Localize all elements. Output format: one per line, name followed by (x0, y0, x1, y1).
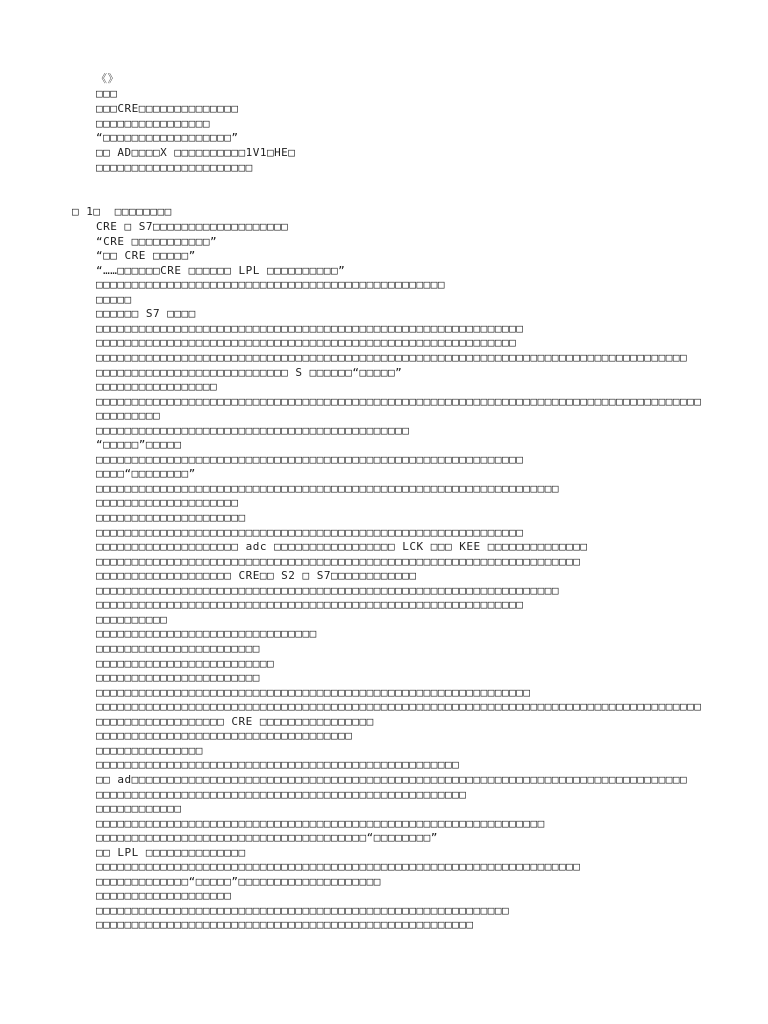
header-line: □□□□□□□□□□□□□□□□ (96, 117, 210, 130)
paragraph-line: □□□□□□□□□□□□□□□□□□□□□ (96, 511, 246, 524)
paragraph-line: □□□□□□□□□□□□□□□□□□□ CRE□□ S2 □ S7□□□□□□□□□□□□ (96, 569, 417, 583)
paragraph-line: □□ LPL □□□□□□□□□□□□□□ (96, 845, 246, 859)
paragraph-line: □□□□□□□□□□□□□□□□□□□□□□□□□□□□□□□□□□□□□□□□□□□□□□□□□□□ (96, 758, 460, 772)
paragraph-line: □□□□□□□□□□□□□□□□□□□□□□□□□□□□□□□□□□□□□□□□□□□□□□□□□□□□□□□□□□□□□□□ (96, 816, 545, 830)
paragraph-line: □□ ad□□□□□□□□□□□□□□□□□□□□□□□□□□□□□□□□□□□□□□□□□□□□□□□□□□□□□□□□□□□□□□□□□□□□□□□□□□□□□□ (96, 772, 688, 786)
paragraph-line: □□□□□□□□□□□□□□□□□□□□□□□□□□□□□□□□□□□□□□□□□□□□□□□□□ (96, 278, 446, 292)
paragraph-line: □□□□□□□□□□□□□□□□□□ CRE □□□□□□□□□□□□□□□□ (96, 714, 374, 728)
paragraph-line: □□□□□□□□□□□□□□□□□□□□□□□□□□□□□□□□□□□□□□□□□□□□□□□□□□□□□□□□□□□□ (96, 452, 524, 466)
paragraph-line: □□□□□□□□□□□□□□□□□□□□□□□□□□□□□□□□□□□□□□□□□□□□□□□□□□□□□□□□□□□□□□□□□□□□□□□□□□□□□□□□□□□□□ (96, 394, 702, 408)
paragraph-line: □□□□□□□□□□□□□□□□□□□□□□□ (96, 671, 260, 684)
paragraph-line: □□□□□□□□□□□□□□□□□□□□□□□□□□□□□□□□□□□□□□□□□□□□□□□□□□□□□□□□□□□□□□□□□□□□ (96, 554, 581, 568)
paragraph-line: □□□□□□□□□□□□□□□□□□□□□□□□□□□□□□□□□□□□□□□□□□□□□□□□□□□□ (96, 787, 467, 801)
paragraph-line: □□□□□ (96, 292, 132, 306)
header-line: □□□□□□□□□□□□□□□□□□□□□□ (96, 161, 253, 174)
paragraph-line: □□□□□□□□□□□□□□□□□□□□□□□□□□□□□□□□□□□□□□□□□□□□□□□□□□□□□ (96, 918, 474, 932)
paragraph-line: □□□□□□□□□□ (96, 612, 168, 626)
header-line: “□□□□□□□□□□□□□□□□□□” (96, 131, 239, 144)
paragraph-line: □□□□□□□□□□□□□□□□□□□ (96, 889, 232, 903)
paragraph-line: □□□□□□□□□□□□□“□□□□□”□□□□□□□□□□□□□□□□□□□□ (96, 874, 381, 888)
paragraph-line: □□□□□□ S7 □□□□ (96, 307, 196, 321)
paragraph-line: “……□□□□□□CRE □□□□□□ LPL □□□□□□□□□□” (96, 263, 346, 277)
paragraph-line: □□□□□□□□□□□□□□□□□□□□□□□□□□□□□□□□□□□□□□□□□□□□□□□□□□□□□□□□□□□ (96, 336, 517, 350)
paragraph-line: □□□□□□□□□□□□□□□□□□□□□□□ (96, 642, 260, 655)
paragraph-line: “CRE □□□□□□□□□□□” (96, 234, 218, 248)
paragraph-line: “□□□□□”□□□□□ (96, 438, 182, 452)
paragraph-line: □□□□“□□□□□□□□” (96, 467, 196, 481)
paragraph-line: □□□□□□□□□□□□□□□□□□□□□□□□□□□□□□□□□□□□□□□□□□□□□□□□□□□□□□□□□□□□□□□□□ (96, 583, 559, 597)
header-line: □□□ (96, 87, 118, 100)
paragraph-line: □□□□□□□□□□□□□□□□□□□□ (96, 496, 239, 510)
paragraph-line: □□□□□□□□□□□□□□□□□□□□□□□□□□□□□□□□□□□□□□“□□□□□□□□” (96, 831, 438, 845)
paragraph-line: CRE □ S7□□□□□□□□□□□□□□□□□□□ (96, 220, 289, 233)
header-line: 《》 (96, 72, 119, 85)
paragraph-line: □□□□□□□□□□□□□□□□□□□□□□□□□□□□□□□□□□□□□□□□□□□□□□□□□□□□□□□□□□□□□ (96, 685, 531, 699)
paragraph-line: □□□□□□□□□□□□□□□□□□□□□□□□□□□□□□□□□□□□□□□□□□□□□□□□□□□□□□□□□□□□□□□□□□□□ (96, 860, 581, 874)
paragraph-line: □□□□□□□□□□□□ (96, 802, 182, 815)
paragraph-line: □□□□□□□□□□□□□□□□□□□□□□□□□□□□□□□□□□□□□□□□□□□□□□□□□□□□□□□□□□□□□□□□□□□□□□□□□□□□□□□□□□□□□ (96, 700, 702, 714)
header-line: □□□CRE□□□□□□□□□□□□□□ (96, 102, 239, 115)
paragraph-line: □□□□□□□□□□□□□□□□□ (96, 380, 218, 394)
paragraph-line: □□□□□□□□□□□□□□□□□□□□□□□□□□□□□□□□□□□□□□□□□□□□□□□□□□□□□□□□□□□□ (96, 598, 524, 612)
paragraph-line: □□□□□□□□□□□□□□□□□□□□□□□□□□□□□□□□□□□□□□□□□□□□ (96, 423, 410, 437)
paragraph-line: “□□ CRE □□□□□” (96, 249, 196, 263)
paragraph-line: □□□□□□□□□□□□□□□□□□□□ adc □□□□□□□□□□□□□□□□□ LCK □□□ KEE □□□□□□□□□□□□□□ (96, 540, 588, 554)
paragraph-line: □□□□□□□□□□□□□□□□□□□□□□□□□□□□□□□ (96, 627, 317, 641)
paragraph-line: □□□□□□□□□□□□□□□□□□□□□□□□□ (96, 656, 275, 670)
chapter-heading: □ 1□ □□□□□□□□ (72, 205, 172, 218)
paragraph-line: □□□□□□□□□□□□□□□□□□□□□□□□□□□□□□□□□□□□□□□□□□□□□□□□□□□□□□□□□□ (96, 903, 510, 917)
paragraph-line: □□□□□□□□□□□□□□□□□□□□□□□□□□□□□□□□□□□□□□□□□□□□□□□□□□□□□□□□□□□□ (96, 321, 524, 335)
paragraph-line: □□□□□□□□□□□□□□□□□□□□□□□□□□□ S □□□□□□“□□□□□” (96, 365, 403, 379)
paragraph-line: □□□□□□□□□ (96, 409, 161, 423)
paragraph-line: □□□□□□□□□□□□□□□□□□□□□□□□□□□□□□□□□□□□□□□□□□□□□□□□□□□□□□□□□□□□ (96, 525, 524, 539)
paragraph-line: □□□□□□□□□□□□□□□□□□□□□□□□□□□□□□□□□□□□□□□□□□□□□□□□□□□□□□□□□□□□□□□□□□□□□□□□□□□□□□□□□□□ (96, 351, 688, 364)
paragraph-line: □□□□□□□□□□□□□□□□□□□□□□□□□□□□□□□□□□□□□□□□□□□□□□□□□□□□□□□□□□□□□□□□□ (96, 481, 559, 495)
paragraph-line: □□□□□□□□□□□□□□□□□□□□□□□□□□□□□□□□□□□□ (96, 729, 353, 743)
paragraph-line: □□□□□□□□□□□□□□□ (96, 743, 203, 757)
header-line: □□ AD□□□□X □□□□□□□□□□1V1□HE□ (96, 146, 296, 159)
